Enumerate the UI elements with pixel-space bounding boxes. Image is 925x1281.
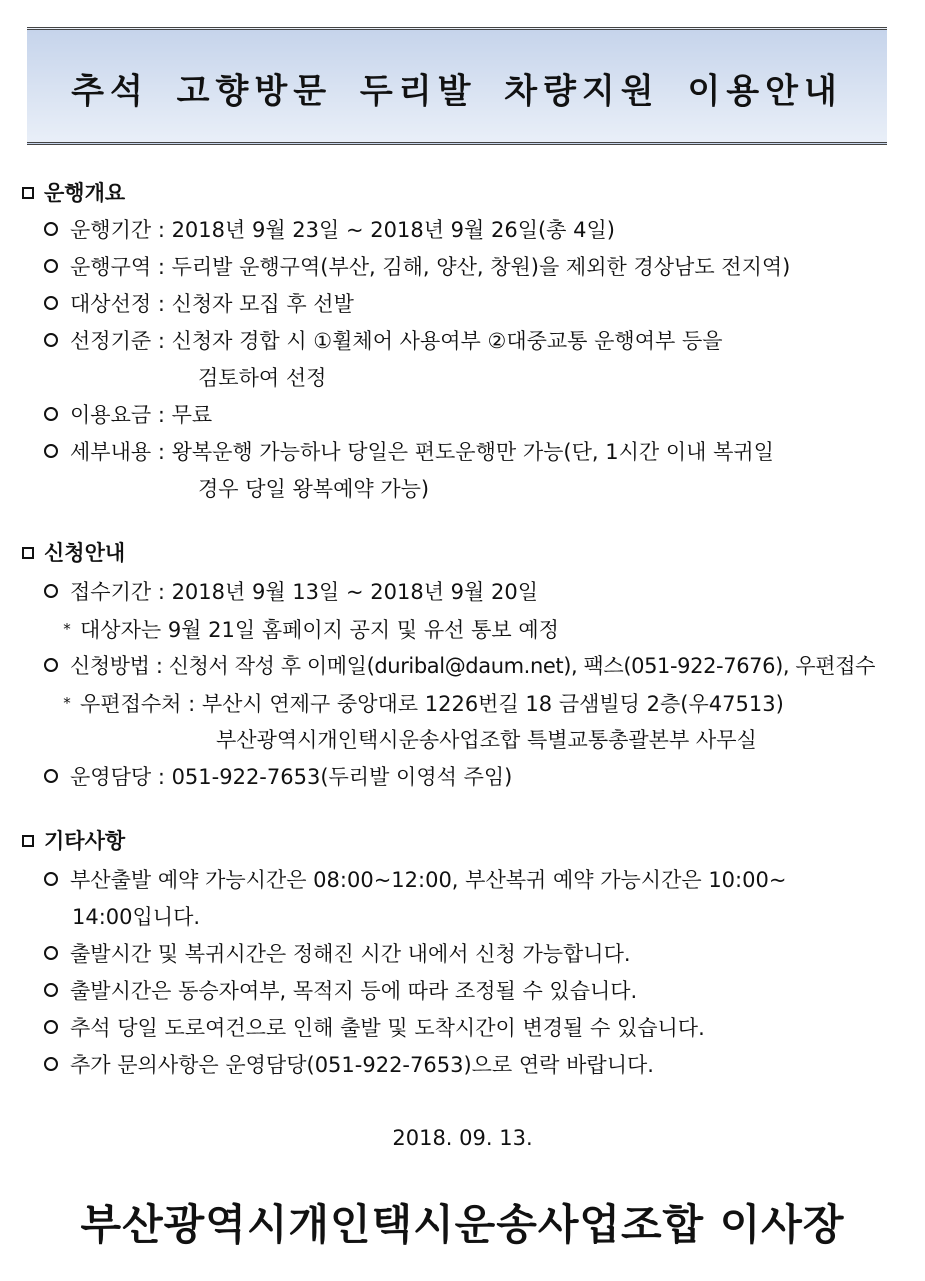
circle-bullet-icon <box>44 658 58 672</box>
list-item: 운영담당 : 051-922-7653(두리발 이영석 주임) <box>44 764 512 790</box>
circle-bullet-icon <box>44 872 58 886</box>
list-item-continuation: 경우 당일 왕복예약 가능) <box>198 477 430 501</box>
issuer-organization: 부산광역시개인택시운송사업조합 이사장 <box>80 1200 845 1249</box>
list-item: 접수기간 : 2018년 9월 13일 ~ 2018년 9월 20일 <box>44 579 538 605</box>
list-item: 선정기준 : 신청자 경합 시 ①휠체어 사용여부 ②대중교통 운행여부 등을 <box>44 328 723 354</box>
circle-bullet-icon <box>44 407 58 421</box>
page-title: 추석 고향방문 두리발 차량지원 이용안내 <box>71 71 843 112</box>
list-item: 운행구역 : 두리발 운행구역(부산, 김해, 양산, 창원)을 제외한 경상남도 전지역) <box>44 254 790 280</box>
circle-bullet-icon <box>44 769 58 783</box>
list-item-continuation: 검토하여 선정 <box>198 366 327 390</box>
circle-bullet-icon <box>44 222 58 236</box>
list-item: 추가 문의사항은 운영담당(051-922-7653)으로 연락 바랍니다. <box>44 1052 654 1078</box>
list-item: 운행기간 : 2018년 9월 23일 ~ 2018년 9월 26일(총 4일) <box>44 217 615 243</box>
title-banner <box>27 27 887 145</box>
note-item: * 우편접수처 : 부산시 연제구 중앙대로 1226번길 18 금샘빌딩 2층(우47513) <box>58 690 784 717</box>
circle-bullet-icon <box>44 1057 58 1071</box>
circle-bullet-icon <box>44 333 58 347</box>
circle-bullet-icon <box>44 259 58 273</box>
circle-bullet-icon <box>44 584 58 598</box>
list-item: 세부내용 : 왕복운행 가능하나 당일은 편도운행만 가능(단, 1시간 이내 복귀일 <box>44 439 774 465</box>
circle-bullet-icon <box>44 296 58 310</box>
asterisk-mark: * <box>63 694 71 712</box>
list-item: 출발시간 및 복귀시간은 정해진 시간 내에서 신청 가능합니다. <box>44 941 631 967</box>
section-heading-application: 신청안내 <box>22 540 125 566</box>
list-item: 신청방법 : 신청서 작성 후 이메일(duribal@daum.net), 팩스(051-922-7676), 우편접수 <box>44 653 875 679</box>
circle-bullet-icon <box>44 983 58 997</box>
list-item: 부산출발 예약 가능시간은 08:00~12:00, 부산복귀 예약 가능시간은 10:00~ <box>44 867 786 893</box>
square-bullet-icon <box>22 835 34 847</box>
issue-date: 2018. 09. 13. <box>392 1126 533 1150</box>
circle-bullet-icon <box>44 1020 58 1034</box>
note-item-continuation: 부산광역시개인택시운송사업조합 특별교통총괄본부 사무실 <box>216 728 757 752</box>
circle-bullet-icon <box>44 444 58 458</box>
list-item: 대상선정 : 신청자 모집 후 선발 <box>44 291 354 317</box>
square-bullet-icon <box>22 547 34 559</box>
list-item-continuation: 14:00입니다. <box>72 905 201 929</box>
list-item: 추석 당일 도로여건으로 인해 출발 및 도착시간이 변경될 수 있습니다. <box>44 1015 705 1041</box>
list-item: 출발시간은 동승자여부, 목적지 등에 따라 조정될 수 있습니다. <box>44 978 637 1004</box>
square-bullet-icon <box>22 187 34 199</box>
asterisk-mark: * <box>63 620 71 638</box>
section-heading-operation: 운행개요 <box>22 180 125 206</box>
list-item: 이용요금 : 무료 <box>44 402 212 428</box>
section-heading-misc: 기타사항 <box>22 828 125 854</box>
note-item: * 대상자는 9월 21일 홈페이지 공지 및 유선 통보 예정 <box>58 616 559 643</box>
circle-bullet-icon <box>44 946 58 960</box>
